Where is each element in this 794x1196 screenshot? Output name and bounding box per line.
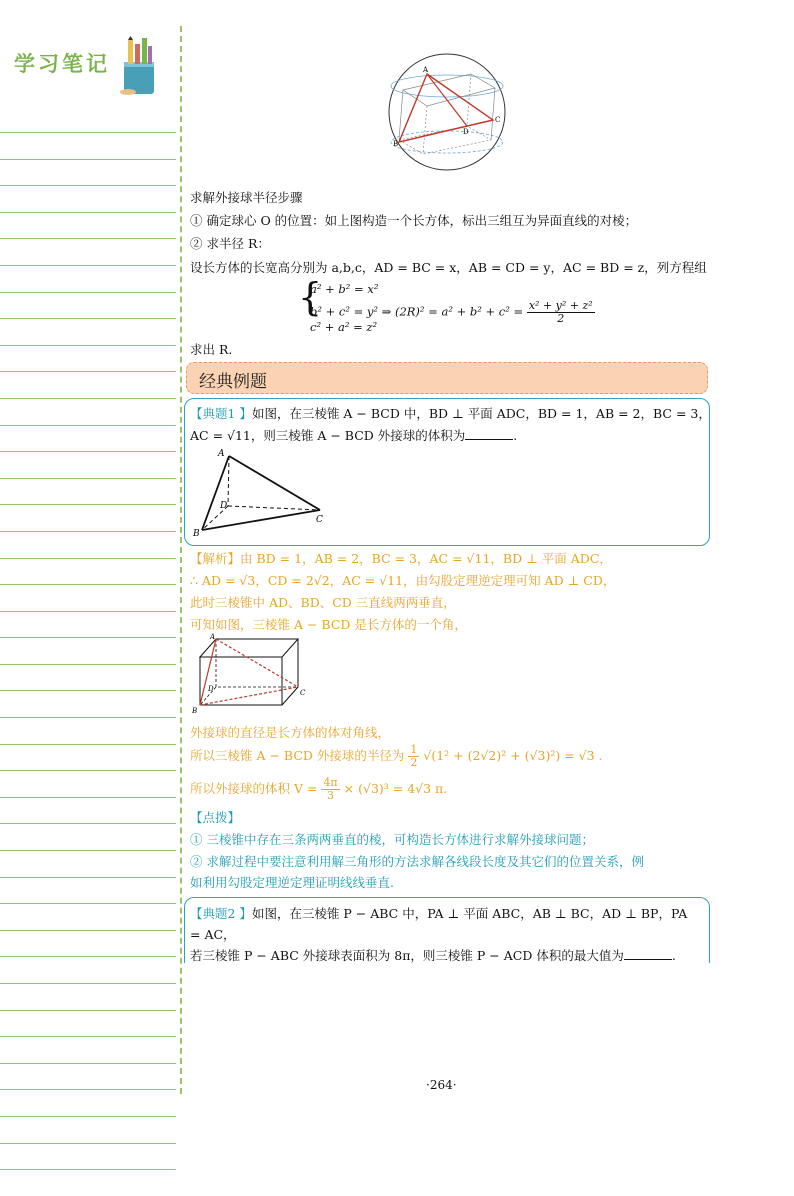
svg-text:A: A xyxy=(210,633,216,641)
cuboid-figure xyxy=(192,633,316,717)
equation-2-fraction: $\frac{\text{x² + y² + z²}}{2}$ xyxy=(528,299,593,325)
solution-1-text-7: 所以外接球的体积 V = xyxy=(190,781,318,796)
svg-text:C: C xyxy=(300,689,306,697)
solution-1-text-7b: × (√3)³ = 4√3 π. xyxy=(343,781,448,796)
solution-1-line-7 xyxy=(190,777,447,802)
example-1-end: . xyxy=(513,428,518,443)
step-2: ② 求半径 R： xyxy=(190,236,270,251)
answer-blank-2 xyxy=(624,949,672,960)
example-2-line-3 xyxy=(190,946,676,964)
svg-text:D: D xyxy=(208,685,214,693)
label-d: D xyxy=(220,501,228,511)
example-1-line-2 xyxy=(190,426,517,444)
label-b: B xyxy=(193,529,200,538)
solution-1-line-3: 此时三棱锥中 AD、BD、CD 三直线两两垂直， xyxy=(190,595,456,610)
sphere-cuboid-figure xyxy=(383,50,511,174)
example-2-tag: 【典题2 】 xyxy=(190,906,252,921)
equation-3: c² + a² = z² xyxy=(310,320,378,334)
solution-1-line-5: 外接球的直径是长方体的体对角线， xyxy=(190,725,391,740)
solution-1-volume-fraction: $\frac{4\pi}{3}$ xyxy=(323,776,338,802)
solution-1-line-1 xyxy=(190,549,612,567)
label-a: A xyxy=(218,449,225,459)
svg-text:A: A xyxy=(423,66,429,74)
solution-1-line-4: 可知如图，三棱锥 A − BCD 是长方体的一个角， xyxy=(190,617,467,632)
note-lines xyxy=(0,132,176,1196)
example-2-text-3: 若三棱锥 P − ABC 外接球表面积为 8π，则三棱锥 P − ACD 体积的最大值为 xyxy=(190,948,624,963)
step-1: ① 确定球心 O 的位置：如上图构造一个长方体，标出三组互为异面直线的对棱； xyxy=(190,213,638,228)
page-number: ·264· xyxy=(426,1078,457,1092)
example-2-line-2: = AC， xyxy=(190,927,236,942)
tetrahedron-figure xyxy=(192,446,332,538)
example-1-tag: 【典题1 】 xyxy=(190,406,252,421)
svg-text:B: B xyxy=(393,140,399,148)
section-title: 经典例题 xyxy=(199,372,267,392)
solution-1-text-6b: √(1² + (2√2)² + (√3)²) = √3 . xyxy=(423,748,603,763)
sidebar-title: 学习笔记 xyxy=(14,52,110,76)
solution-1-text-6: 所以三棱锥 A − BCD 外接球的半径为 xyxy=(190,748,405,763)
steps-title: 求解外接球半径步骤 xyxy=(190,190,303,205)
section-header xyxy=(186,362,708,394)
tip-1: ① 三棱锥中存在三条两两垂直的棱，可构造长方体进行求解外接球问题； xyxy=(190,832,594,847)
svg-text:D: D xyxy=(463,128,469,136)
equation-1: a² + b² = x² xyxy=(310,282,379,296)
solution-1-text-1: 由 BD = 1，AB = 2，BC = 3，AC = √11，BD ⊥ 平面 ADC， xyxy=(240,551,612,566)
label-c: C xyxy=(316,515,323,525)
solution-1-line-2: ∴ AD = √3，CD = 2√2，AC = √11，由勾股定理逆定理可知 AD ⊥ CD， xyxy=(190,573,616,588)
answer-blank xyxy=(465,429,513,440)
margin-divider xyxy=(180,26,182,1094)
tip-2: ② 求解过程中要注意利用解三角形的方法求解各线段长度及其它们的位置关系，例 xyxy=(190,854,644,869)
solution-1-half-fraction: $\frac{1}{2}$ xyxy=(410,743,418,769)
equation-brace: { xyxy=(298,275,323,319)
conclusion-text: 求出 R. xyxy=(190,342,233,357)
svg-text:B: B xyxy=(192,707,198,715)
example-1-line-1 xyxy=(190,404,711,422)
example-2-line-1 xyxy=(190,904,687,922)
example-1-text-1: 如图，在三棱锥 A − BCD 中，BD ⊥ 平面 ADC，BD = 1，AB = 2，BC = 3， xyxy=(251,406,711,421)
example-1-text-2: AC = √11，则三棱锥 A − BCD 外接球的体积为 xyxy=(190,428,466,443)
equation-2-text: b² + c² = y² ⇒ (2R)² = a² + b² + c² = xyxy=(310,304,524,319)
svg-text:C: C xyxy=(495,116,501,124)
tips-tag: 【点拨】 xyxy=(190,810,241,825)
solution-1-line-6 xyxy=(190,744,603,769)
example-2-end: . xyxy=(671,948,676,963)
tip-2b: 如利用勾股定理逆定理证明线线垂直. xyxy=(190,875,394,890)
solution-1-tag: 【解析】 xyxy=(190,551,241,566)
setup-text: 设长方体的长宽高分别为 a,b,c，AD = BC = x，AB = CD = y，AC = BD = z，列方程组 xyxy=(190,260,707,275)
pencil-cup-icon xyxy=(118,36,164,96)
example-2-text-1: 如图，在三棱锥 P − ABC 中，PA ⊥ 平面 ABC，AB ⊥ BC，AD ⊥ BP，PA xyxy=(251,906,688,921)
